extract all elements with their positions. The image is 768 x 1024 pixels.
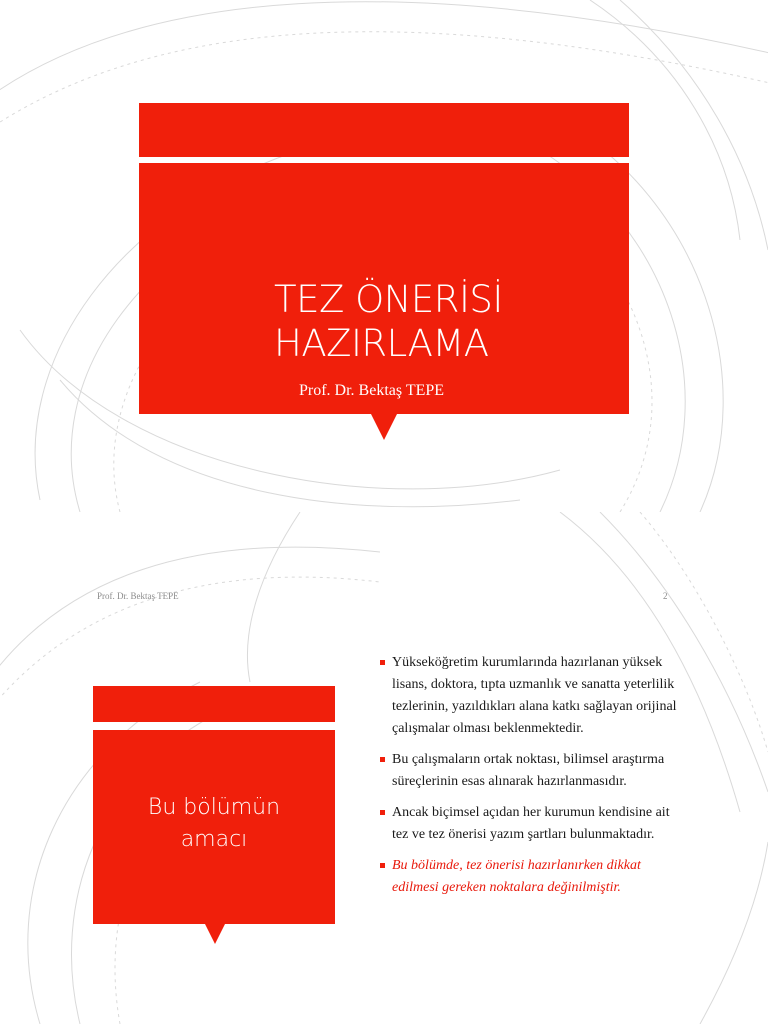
section-heading-line-2: amacı bbox=[180, 827, 248, 852]
bullet-item bbox=[380, 652, 680, 740]
bullet-item bbox=[380, 749, 680, 793]
bullet-square-icon bbox=[380, 660, 385, 665]
slide-title bbox=[274, 278, 503, 366]
bullet-text: Bu çalışmaların ortak noktası, bilimsel araştırma süreçlerinin esas alınarak hazırlanmasıdır. bbox=[392, 752, 665, 789]
heading-top-bar bbox=[93, 686, 335, 722]
section-heading bbox=[93, 792, 335, 856]
title-box bbox=[139, 163, 629, 414]
bullet-item bbox=[380, 802, 680, 846]
content-slide bbox=[0, 512, 768, 1024]
bullet-text: Bu bölümde, tez önerisi hazırlanırken dikkat edilmesi gereken noktalara değinilmiştir. bbox=[392, 858, 641, 895]
section-heading-line-1: Bu bölümün bbox=[147, 795, 281, 820]
title-pointer bbox=[371, 414, 397, 440]
slide-title-line-1: TEZ ÖNERİSİ bbox=[274, 278, 503, 321]
slide-subtitle: Prof. Dr. Bektaş TEPE bbox=[299, 382, 445, 399]
heading-pointer bbox=[205, 924, 225, 944]
header-author: Prof. Dr. Bektaş TEPE bbox=[97, 591, 179, 601]
bullet-text: Ancak biçimsel açıdan her kurumun kendisine ait tez ve tez önerisi yazım şartları bulunmaktadır. bbox=[392, 805, 670, 842]
bullet-square-icon bbox=[380, 863, 385, 868]
page-number: 2 bbox=[663, 591, 668, 601]
bullet-square-icon bbox=[380, 757, 385, 762]
title-top-bar bbox=[139, 103, 629, 157]
bullet-list bbox=[380, 652, 680, 908]
bullet-square-icon bbox=[380, 810, 385, 815]
heading-box bbox=[93, 730, 335, 924]
bullet-text: Yükseköğretim kurumlarında hazırlanan yüksek lisans, doktora, tıpta uzmanlık ve sanatta yeterlilik tezlerinin, yazıldıkları alana katkı sağlayan orijinal çalışmalar olması beklenmektedir. bbox=[392, 655, 677, 736]
bullet-item-emphasis bbox=[380, 855, 680, 899]
slide-title-line-2: HAZIRLAMA bbox=[274, 322, 489, 365]
